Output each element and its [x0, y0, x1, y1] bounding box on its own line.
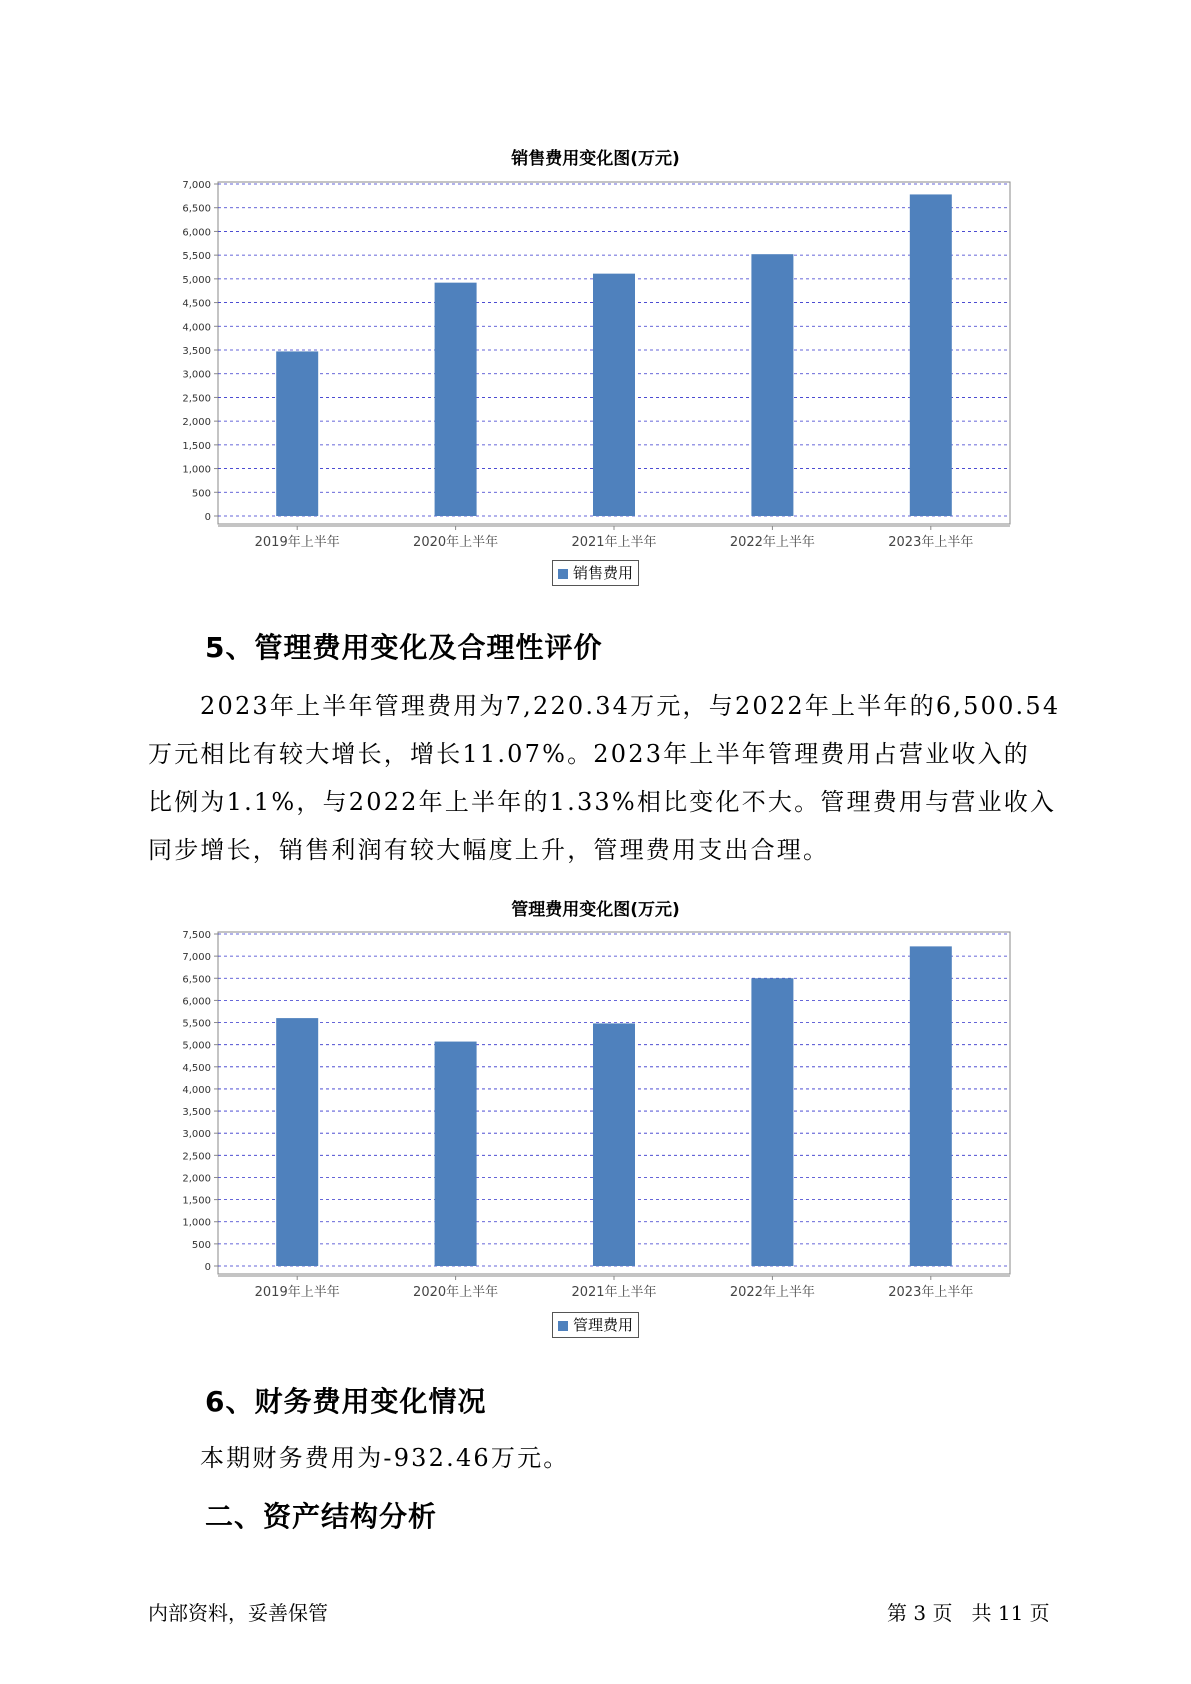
x-tick-label: 2020年上半年	[413, 1285, 499, 1300]
y-tick-label: 2,500	[182, 1151, 211, 1163]
paragraph-line: 万元相比有较大增长，增长11.07%。2023年上半年管理费用占营业收入的	[148, 740, 1030, 768]
legend-label: 管理费用	[573, 1316, 634, 1334]
y-tick-label: 5,500	[182, 251, 211, 263]
legend-swatch	[558, 569, 568, 579]
paragraph-line: 比例为1.1%，与2022年上半年的1.33%相比变化不大。管理费用与营业收入	[148, 788, 1057, 816]
y-tick-label: 1,500	[182, 440, 211, 452]
bar	[751, 978, 793, 1266]
y-tick-label: 1,500	[182, 1195, 211, 1207]
bar	[593, 1023, 635, 1266]
y-tick-label: 6,000	[182, 227, 211, 239]
y-tick-label: 3,500	[182, 1107, 211, 1119]
y-tick-label: 1,000	[182, 1217, 211, 1229]
chart-legend-admin	[552, 1312, 639, 1338]
y-tick-label: 5,500	[182, 1018, 211, 1030]
y-tick-label: 6,000	[182, 996, 211, 1008]
y-tick-label: 7,000	[182, 952, 211, 964]
x-tick-label: 2023年上半年	[888, 535, 974, 550]
y-tick-label: 6,500	[182, 203, 211, 215]
bar	[910, 194, 952, 516]
section-5-heading: 5、管理费用变化及合理性评价	[205, 631, 603, 664]
y-tick-label: 500	[191, 488, 211, 500]
paragraph-line: 本期财务费用为-932.46万元。	[200, 1444, 570, 1472]
y-tick-label: 1,000	[182, 464, 211, 476]
bar	[593, 274, 635, 516]
y-tick-label: 2,500	[182, 393, 211, 405]
x-tick-label: 2019年上半年	[254, 1285, 340, 1300]
y-tick-label: 4,000	[182, 322, 211, 334]
bar	[276, 1018, 318, 1266]
bar	[751, 254, 793, 516]
y-tick-label: 7,500	[182, 930, 211, 941]
y-tick-label: 0	[204, 512, 211, 523]
chart-title-sales-expense: 销售费用变化图(万元)	[511, 149, 680, 169]
y-tick-label: 3,000	[182, 369, 211, 381]
x-tick-label: 2022年上半年	[729, 1285, 815, 1300]
y-tick-label: 5,000	[182, 274, 211, 286]
admin-expense-chart	[0, 920, 1191, 1320]
y-tick-label: 4,000	[182, 1084, 211, 1096]
footer-confidential-note: 内部资料，妥善保管	[148, 1601, 328, 1625]
bar	[276, 351, 318, 516]
chart-title-admin-expense: 管理费用变化图(万元)	[511, 900, 680, 920]
x-tick-label: 2020年上半年	[413, 535, 499, 550]
section-6-heading: 6、财务费用变化情况	[205, 1385, 487, 1418]
y-tick-label: 0	[204, 1262, 211, 1273]
y-tick-label: 4,500	[182, 1062, 211, 1074]
x-tick-label: 2022年上半年	[729, 535, 815, 550]
bar	[435, 1042, 477, 1266]
footer-page-number: 第 3 页 共 11 页	[887, 1601, 1050, 1625]
paragraph-line: 2023年上半年管理费用为7,220.34万元，与2022年上半年的6,500.54	[200, 692, 1061, 720]
y-tick-label: 5,000	[182, 1040, 211, 1052]
y-tick-label: 3,500	[182, 346, 211, 357]
y-tick-label: 500	[191, 1239, 211, 1251]
x-tick-label: 2021年上半年	[571, 1285, 657, 1300]
bar	[435, 283, 477, 516]
legend-label: 销售费用	[573, 564, 634, 582]
section-5-paragraph	[148, 682, 1061, 874]
y-tick-label: 6,500	[182, 974, 211, 986]
chart-legend-sales	[552, 560, 639, 586]
section-6-paragraph	[148, 1434, 1048, 1482]
bar	[910, 946, 952, 1266]
y-tick-label: 2,000	[182, 417, 211, 429]
y-tick-label: 4,500	[182, 298, 211, 310]
y-tick-label: 2,000	[182, 1173, 211, 1185]
x-tick-label: 2021年上半年	[571, 535, 657, 550]
section-two-heading: 二、资产结构分析	[205, 1500, 438, 1533]
paragraph-line: 同步增长，销售利润有较大幅度上升，管理费用支出合理。	[148, 836, 830, 864]
legend-swatch	[558, 1321, 568, 1331]
y-tick-label: 7,000	[182, 180, 211, 191]
x-tick-label: 2023年上半年	[888, 1285, 974, 1300]
y-tick-label: 3,000	[182, 1129, 211, 1141]
x-tick-label: 2019年上半年	[254, 535, 340, 550]
